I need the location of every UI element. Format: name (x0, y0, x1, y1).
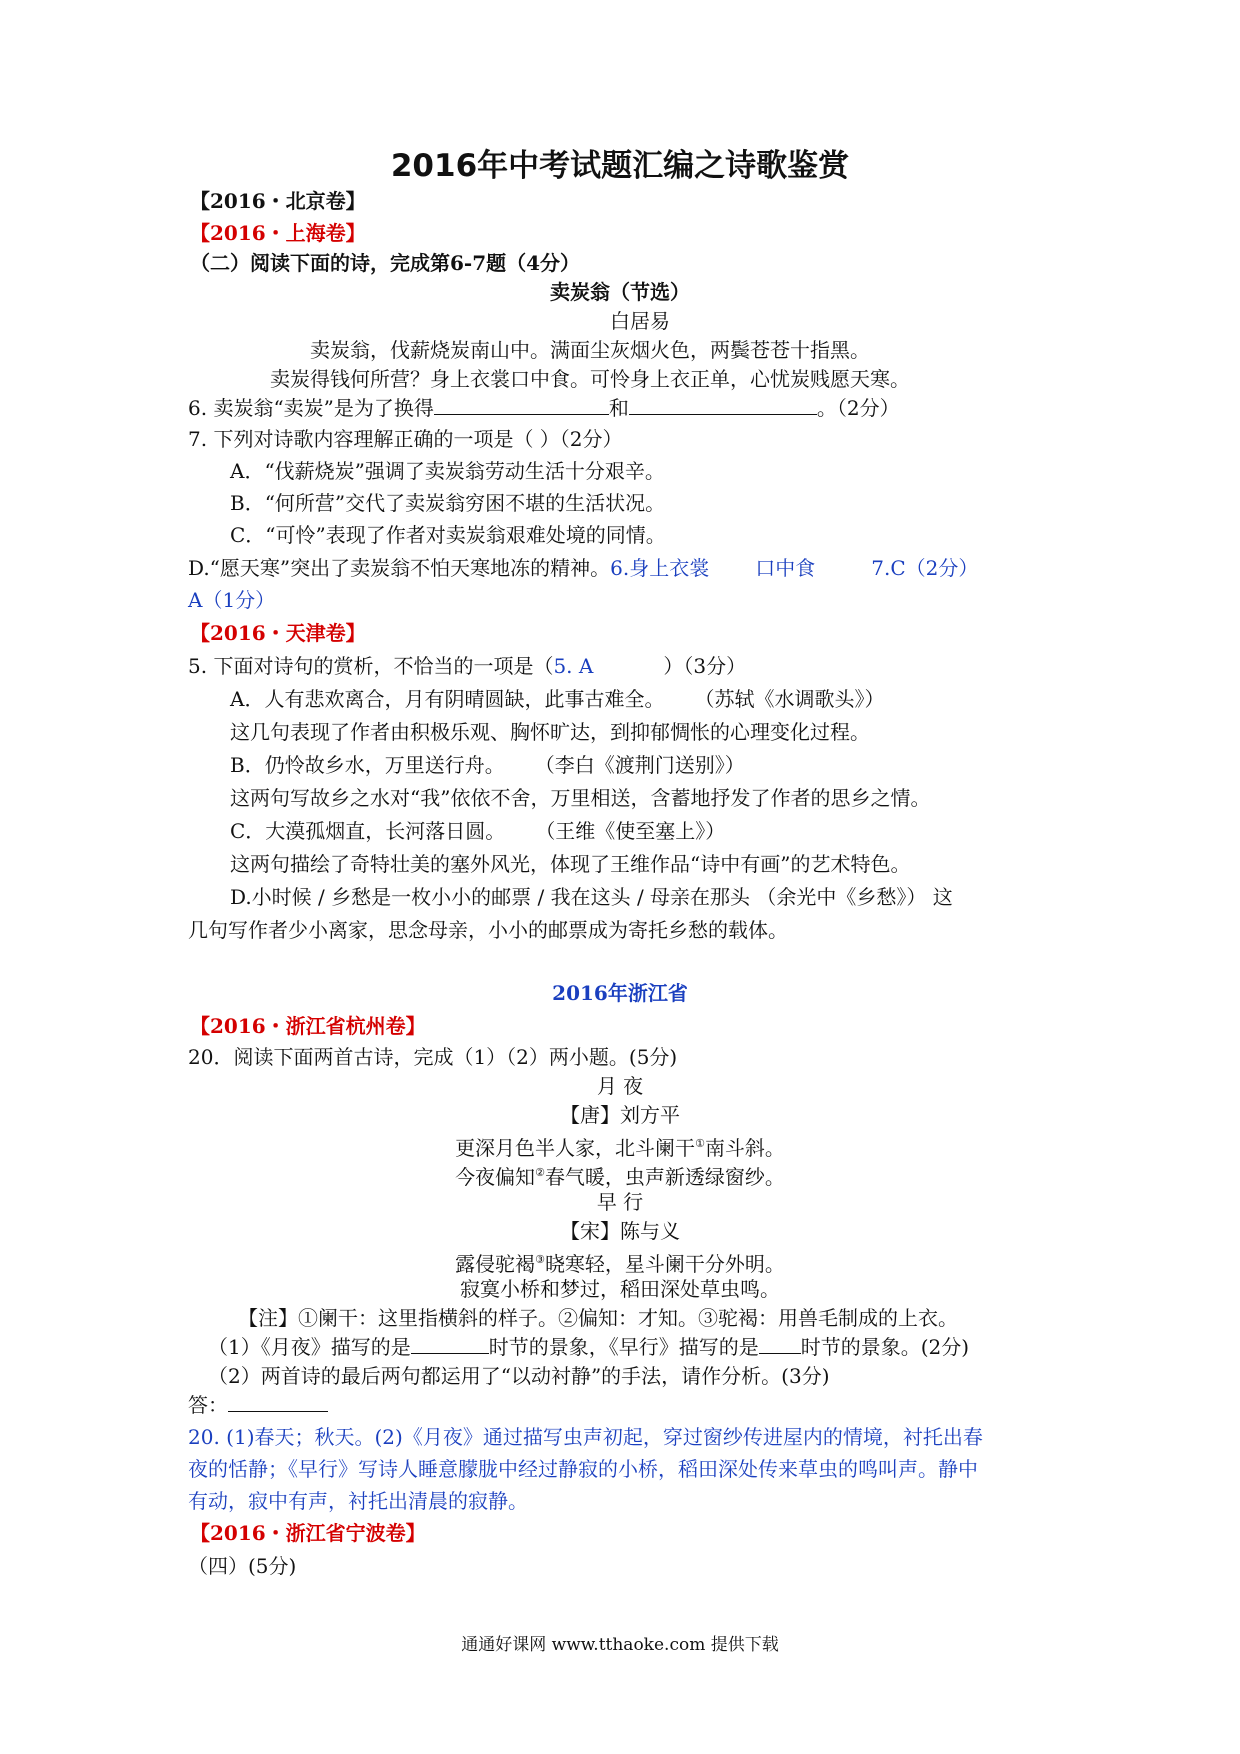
poem-author-baijuyi: 白居易 (610, 309, 670, 333)
zhejiang-heading: 2016年浙江省 (552, 981, 688, 1005)
question-5-prefix: 5. 下面对诗句的赏析，不恰当的一项是（ (188, 654, 554, 678)
poem1-title: 月 夜 (596, 1074, 644, 1098)
poem-line: 卖炭得钱何所营？身上衣裳口中食。可怜身上衣正单，心忧炭贱愿天寒。 (270, 367, 910, 391)
section-tianjin: 【2016・天津卷】 (190, 621, 366, 645)
poem-text: 更深月色半人家，北斗阑干 (455, 1136, 696, 1160)
page-title: 2016年中考试题汇编之诗歌鉴赏 (390, 148, 850, 184)
option-text: C．大漠孤烟直，长河落日圆。 (230, 819, 506, 843)
section-ningbo: 【2016・浙江省宁波卷】 (190, 1521, 426, 1545)
option-a: A．“伐薪烧炭”强调了卖炭翁劳动生活十分艰辛。 (230, 459, 665, 483)
poem1-author: 【唐】刘方平 (560, 1103, 680, 1127)
poem-line: 卖炭翁，伐薪烧炭南山中。满面尘灰烟火色，两鬓苍苍十指黑。 (310, 338, 870, 362)
question-6 (188, 393, 900, 423)
tianjin-option-c (230, 816, 725, 846)
shanghai-instruction: （二）阅读下面的诗，完成第6-7题（4分） (190, 251, 581, 275)
footnote-mark: ① (695, 1137, 705, 1150)
answer-6b: 口中食 (755, 556, 816, 580)
option-source: （李白《渡荆门送别》） (544, 753, 745, 777)
poem-text: 晓寒轻，星斗阑干分外明。 (544, 1252, 785, 1276)
tianjin-note-d: 几句写作者少小离家，思念母亲，小小的邮票成为寄托乡愁的载体。 (188, 918, 788, 942)
question-text: 时节的景象。(2分) (800, 1335, 970, 1359)
answer-field (188, 1390, 328, 1420)
question-text: （1）《月夜》描写的是 (208, 1335, 411, 1359)
answer-6: 6.身上衣裳 (610, 556, 710, 580)
poem-text: 南斗斜。 (704, 1136, 785, 1160)
option-d-with-answers (188, 553, 978, 583)
tianjin-note-b: 这两句写故乡之水对“我”依依不舍，万里相送，含蓄地抒发了作者的思乡之情。 (230, 786, 931, 810)
question-5 (188, 651, 746, 681)
option-d: D.“愿天寒”突出了卖炭翁不怕天寒地冻的精神。 (188, 556, 611, 580)
option-b: B．“何所营”交代了卖炭翁穷困不堪的生活状况。 (230, 491, 666, 515)
poem-text: 今夜偏知 (455, 1165, 536, 1189)
answer-7: 7.C（2分） (871, 556, 979, 580)
tianjin-note-c: 这两句描绘了奇特壮美的塞外风光，体现了王维作品“诗中有画”的艺术特色。 (230, 852, 911, 876)
answer-blank-20-2[interactable] (228, 1391, 328, 1412)
question-6-prefix: 6. 卖炭翁“卖炭”是为了换得 (188, 396, 434, 420)
answer-20-line2: 夜的恬静；《早行》写诗人睡意朦胧中经过静寂的小桥，稻田深处传来草虫的鸣叫声。静中 (188, 1457, 978, 1481)
section-beijing: 【2016・北京卷】 (190, 189, 366, 213)
section-shanghai: 【2016・上海卷】 (190, 221, 366, 245)
section-hangzhou: 【2016・浙江省杭州卷】 (190, 1014, 426, 1038)
page-footer: 通通好课网 www.tthaoke.com 提供下载 (461, 1635, 779, 1655)
question-7: 7. 下列对诗歌内容理解正确的一项是（ ）（2分） (188, 427, 623, 451)
answer-blank-1[interactable] (434, 394, 609, 415)
tianjin-option-a (230, 684, 884, 714)
question-20-1 (208, 1332, 969, 1362)
question-text: 时节的景象，《早行》描写的是 (488, 1335, 759, 1359)
question-5-suffix: ）（3分） (663, 654, 747, 678)
question-20: 20．阅读下面两首古诗，完成（1）（2）两小题。(5分) (188, 1045, 678, 1069)
tianjin-option-b (230, 750, 745, 780)
answer-20-line3: 有动，寂中有声，衬托出清晨的寂静。 (188, 1489, 528, 1513)
question-6-mid: 和 (608, 396, 629, 420)
option-text: A．人有悲欢离合，月有阴晴圆缺，此事古难全。 (230, 687, 665, 711)
footnote-mark: ② (535, 1166, 545, 1179)
footnote-mark: ③ (535, 1253, 545, 1266)
option-text: B．仍怜故乡水，万里送行舟。 (230, 753, 505, 777)
answer-blank-season-1[interactable] (411, 1333, 489, 1354)
option-source: （苏轼《水调歌头》） (704, 687, 885, 711)
question-6-suffix: 。（2分） (816, 396, 900, 420)
poem-title-maitanweng: 卖炭翁（节选） (550, 280, 690, 304)
poem2-title: 早 行 (596, 1190, 644, 1214)
tianjin-option-d: D.小时候 / 乡愁是一枚小小的邮票 / 我在这头 / 母亲在那头 （余光中《乡愁》） 这 (230, 885, 953, 909)
answer-label: 答： (188, 1393, 228, 1417)
poem2-author: 【宋】陈与义 (560, 1219, 680, 1243)
answer-blank-season-2[interactable] (759, 1333, 801, 1354)
answer-blank-2[interactable] (629, 394, 817, 415)
option-c: C．“可怜”表现了作者对卖炭翁艰难处境的同情。 (230, 523, 666, 547)
answer-5: 5. A (553, 654, 594, 678)
tianjin-note-a: 这几句表现了作者由积极乐观、胸怀旷达，到抑郁惆怅的心理变化过程。 (230, 720, 870, 744)
ningbo-item: （四）(5分) (188, 1554, 297, 1578)
question-20-2: （2）两首诗的最后两句都运用了“以动衬静”的手法，请作分析。(3分) (208, 1364, 830, 1388)
answer-20-line1: 20. (1)春天；秋天。(2)《月夜》通过描写虫声初起，穿过窗纱传进屋内的情境，衬托出春 (188, 1425, 983, 1449)
poem-text: 春气暖，虫声新透绿窗纱。 (544, 1165, 785, 1189)
answer-a: A（1分） (188, 588, 276, 612)
poem2-line2: 寂寞小桥和梦过，稻田深处草虫鸣。 (460, 1277, 780, 1301)
option-source: （王维《使至塞上》） (545, 819, 726, 843)
poem-text: 露侵驼褐 (455, 1252, 536, 1276)
poem-notes: 【注】①阑干：这里指横斜的样子。②偏知：才知。③驼褐：用兽毛制成的上衣。 (238, 1306, 958, 1330)
